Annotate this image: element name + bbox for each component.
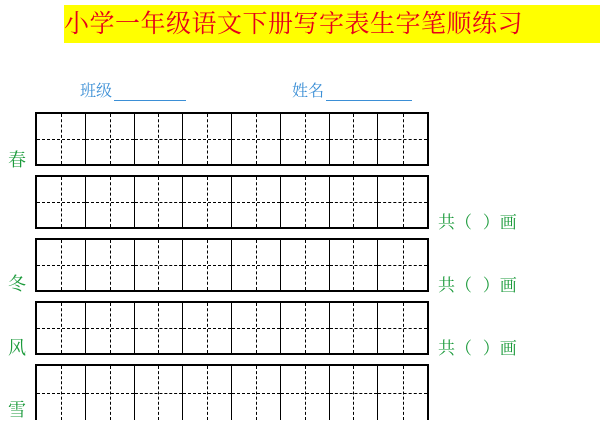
page-title: 小学一年级语文下册写字表生字笔顺练习 (64, 5, 600, 43)
tian-grid-cell[interactable] (281, 366, 330, 420)
tian-grid-cell[interactable] (135, 240, 184, 290)
tian-grid-cell[interactable] (37, 366, 86, 420)
tian-grid-cell[interactable] (281, 177, 330, 227)
tian-grid-cell[interactable] (86, 240, 135, 290)
tian-grid-cell[interactable] (232, 177, 281, 227)
tian-grid-cell[interactable] (86, 366, 135, 420)
tian-grid-cell[interactable] (183, 114, 232, 164)
tian-grid-cell[interactable] (135, 177, 184, 227)
tian-grid-cell[interactable] (86, 177, 135, 227)
class-label: 班级 (80, 81, 113, 100)
stroke-count-label: 共（ ）画 (438, 213, 517, 233)
tian-grid-cell[interactable] (37, 240, 86, 290)
tian-grid-cell[interactable] (281, 240, 330, 290)
tian-grid-cell[interactable] (330, 177, 379, 227)
practice-row (35, 364, 429, 420)
tian-grid-cell[interactable] (378, 366, 427, 420)
tian-grid-cell[interactable] (330, 303, 379, 353)
tian-grid-cell[interactable] (232, 114, 281, 164)
stroke-count-label: 共（ ）画 (438, 339, 517, 359)
tian-grid-cell[interactable] (183, 240, 232, 290)
tian-grid-cell[interactable] (378, 303, 427, 353)
tian-grid-cell[interactable] (86, 303, 135, 353)
tian-grid-cell[interactable] (183, 366, 232, 420)
character-xue: 雪 (8, 400, 26, 421)
tian-grid-cell[interactable] (86, 114, 135, 164)
tian-grid-cell[interactable] (281, 114, 330, 164)
tian-grid-cell[interactable] (330, 366, 379, 420)
tian-grid-cell[interactable] (330, 114, 379, 164)
practice-row (35, 175, 429, 229)
tian-grid-cell[interactable] (37, 303, 86, 353)
name-field[interactable] (292, 80, 412, 102)
tian-grid-cell[interactable] (330, 240, 379, 290)
class-blank-line[interactable] (114, 80, 186, 101)
practice-row (35, 112, 429, 166)
tian-grid-cell[interactable] (37, 177, 86, 227)
character-dong: 冬 (8, 274, 26, 295)
tian-grid-cell[interactable] (281, 303, 330, 353)
character-chun: 春 (8, 150, 26, 171)
tian-grid-cell[interactable] (378, 240, 427, 290)
character-feng: 风 (8, 338, 26, 359)
tian-grid-cell[interactable] (183, 177, 232, 227)
practice-row (35, 301, 429, 355)
tian-grid-cell[interactable] (378, 114, 427, 164)
stroke-count-label: 共（ ）画 (438, 276, 517, 296)
name-blank-line[interactable] (326, 80, 412, 101)
tian-grid-cell[interactable] (135, 303, 184, 353)
tian-grid-cell[interactable] (378, 177, 427, 227)
tian-grid-cell[interactable] (135, 114, 184, 164)
tian-grid-cell[interactable] (232, 366, 281, 420)
tian-grid-cell[interactable] (232, 240, 281, 290)
tian-grid-cell[interactable] (37, 114, 86, 164)
tian-grid-cell[interactable] (232, 303, 281, 353)
practice-row (35, 238, 429, 292)
class-field[interactable] (80, 80, 186, 102)
name-label: 姓名 (292, 81, 325, 100)
tian-grid-cell[interactable] (135, 366, 184, 420)
tian-grid-cell[interactable] (183, 303, 232, 353)
